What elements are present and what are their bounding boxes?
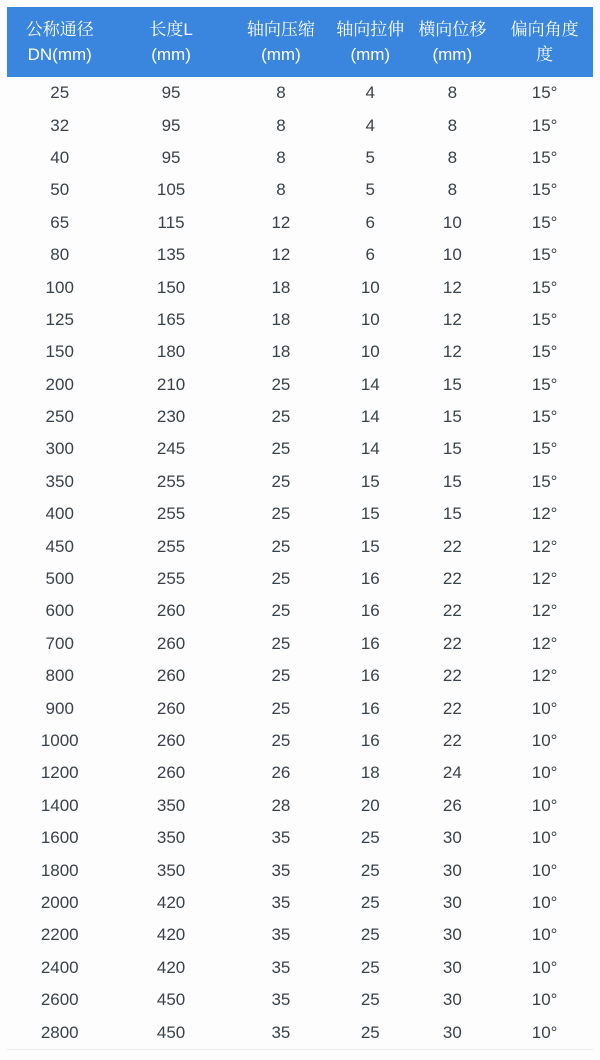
table-cell: 25 xyxy=(271,471,291,491)
table-cell: 22 xyxy=(442,536,462,556)
table-cell: 15° xyxy=(531,212,558,232)
table-row xyxy=(7,984,593,1016)
table-cell: 35 xyxy=(271,925,291,945)
table-cell: 8 xyxy=(447,115,458,135)
table-cell: 25 xyxy=(360,957,380,977)
table-cell: 200 xyxy=(45,374,74,394)
table-cell: 25 xyxy=(360,1022,380,1042)
table-cell: 2000 xyxy=(40,892,79,912)
table-cell: 10° xyxy=(531,925,558,945)
table-cell: 4 xyxy=(365,83,376,103)
table-row xyxy=(7,304,593,336)
table-cell: 4 xyxy=(365,115,376,135)
table-cell: 15° xyxy=(531,147,558,167)
table-cell: 95 xyxy=(161,115,181,135)
table-cell: 18 xyxy=(271,309,291,329)
col-header-nominal-diameter xyxy=(7,7,112,77)
compensator-spec-table-container xyxy=(7,7,593,1050)
table-cell: 35 xyxy=(271,990,291,1010)
table-cell: 30 xyxy=(442,925,462,945)
table-cell: 2400 xyxy=(40,957,79,977)
table-cell: 255 xyxy=(156,536,186,556)
table-cell: 95 xyxy=(161,147,181,167)
table-cell: 35 xyxy=(271,892,291,912)
table-cell: 300 xyxy=(45,439,74,459)
col-header-line2: 度 xyxy=(536,45,554,64)
table-cell: 8 xyxy=(447,83,458,103)
col-header-line1: 轴向压缩 xyxy=(246,20,315,39)
table-cell: 14 xyxy=(360,374,380,394)
table-cell: 150 xyxy=(45,342,74,362)
table-cell: 65 xyxy=(50,212,70,232)
table-row xyxy=(7,628,593,660)
table-cell: 32 xyxy=(50,115,70,135)
table-cell: 420 xyxy=(156,925,186,945)
table-cell: 5 xyxy=(365,147,376,167)
table-row xyxy=(7,109,593,141)
table-row xyxy=(7,174,593,206)
table-cell: 1600 xyxy=(40,828,79,848)
table-row xyxy=(7,466,593,498)
table-row xyxy=(7,822,593,854)
table-cell: 1000 xyxy=(40,731,79,750)
table-cell: 1200 xyxy=(40,763,79,783)
table-cell: 22 xyxy=(442,601,462,621)
table-cell: 10° xyxy=(531,990,558,1010)
table-cell: 420 xyxy=(156,957,186,977)
table-row xyxy=(7,271,593,303)
table-cell: 26 xyxy=(442,795,462,815)
table-cell: 15° xyxy=(531,407,558,427)
table-cell: 125 xyxy=(45,309,74,329)
table-cell: 12 xyxy=(271,245,291,265)
table-row xyxy=(7,563,593,595)
table-cell: 25 xyxy=(271,633,291,653)
table-cell: 260 xyxy=(156,731,186,750)
table-row xyxy=(7,725,593,757)
table-cell: 15° xyxy=(531,471,558,491)
table-cell: 25 xyxy=(271,569,291,589)
table-cell: 16 xyxy=(360,569,380,589)
table-cell: 10° xyxy=(531,763,558,783)
table-cell: 5 xyxy=(365,180,376,200)
table-cell: 8 xyxy=(276,115,286,135)
table-row xyxy=(7,692,593,724)
table-cell: 15° xyxy=(531,342,558,362)
table-cell: 40 xyxy=(50,147,70,167)
table-cell: 25 xyxy=(271,439,291,459)
table-cell: 700 xyxy=(45,633,74,653)
table-cell: 12° xyxy=(531,504,558,524)
table-row xyxy=(7,530,593,562)
table-cell: 30 xyxy=(442,828,462,848)
col-header-line2: (mm) xyxy=(350,45,391,64)
table-cell: 500 xyxy=(45,569,74,589)
table-cell: 250 xyxy=(45,407,74,427)
table-cell: 15 xyxy=(360,471,380,491)
header-row xyxy=(7,7,593,77)
table-cell: 15° xyxy=(531,115,558,135)
table-cell: 12° xyxy=(531,633,558,653)
table-cell: 12 xyxy=(442,309,462,329)
table-cell: 1800 xyxy=(40,860,79,880)
col-header-line1: 公称通径 xyxy=(25,20,94,39)
table-cell: 15° xyxy=(531,277,558,297)
table-cell: 30 xyxy=(442,892,462,912)
table-cell: 115 xyxy=(157,212,185,232)
table-cell: 18 xyxy=(271,342,291,362)
table-cell: 35 xyxy=(271,828,291,848)
table-cell: 28 xyxy=(271,795,291,815)
table-cell: 12° xyxy=(531,601,558,621)
table-cell: 26 xyxy=(271,763,291,783)
table-cell: 15° xyxy=(531,309,558,329)
table-cell: 10° xyxy=(531,1022,558,1042)
col-header-line1: 轴向拉伸 xyxy=(336,20,405,39)
col-header-lateral-displacement xyxy=(408,7,496,77)
table-cell: 50 xyxy=(50,180,70,200)
table-cell: 245 xyxy=(156,439,186,459)
table-cell: 6 xyxy=(365,245,376,265)
table-row xyxy=(7,952,593,984)
table-cell: 10 xyxy=(360,342,380,362)
table-cell: 25 xyxy=(50,83,70,103)
table-cell: 16 xyxy=(360,698,380,718)
table-row xyxy=(7,77,593,109)
table-row xyxy=(7,369,593,401)
table-cell: 15° xyxy=(531,180,558,200)
table-cell: 10° xyxy=(531,698,558,718)
table-cell: 25 xyxy=(271,698,291,718)
table-cell: 35 xyxy=(271,860,291,880)
table-cell: 25 xyxy=(271,731,291,750)
table-cell: 100 xyxy=(45,277,74,297)
table-row xyxy=(7,660,593,692)
table-cell: 16 xyxy=(360,666,380,686)
col-header-length xyxy=(112,7,229,77)
table-row xyxy=(7,336,593,368)
table-cell: 15 xyxy=(442,471,462,491)
table-cell: 255 xyxy=(156,504,186,524)
table-cell: 150 xyxy=(156,277,186,297)
table-cell: 25 xyxy=(360,828,380,848)
table-cell: 30 xyxy=(442,990,462,1010)
col-header-line1: 偏向角度 xyxy=(510,20,579,39)
table-row xyxy=(7,757,593,789)
table-cell: 10 xyxy=(360,277,380,297)
table-cell: 15° xyxy=(531,439,558,459)
table-cell: 800 xyxy=(45,666,74,686)
table-cell: 6 xyxy=(365,212,376,232)
compensator-spec-table xyxy=(7,7,593,1049)
table-cell: 95 xyxy=(161,83,181,103)
table-cell: 30 xyxy=(442,1022,462,1042)
table-cell: 350 xyxy=(45,471,74,491)
table-cell: 15 xyxy=(442,504,462,524)
table-cell: 10 xyxy=(360,309,380,329)
table-cell: 450 xyxy=(156,1022,186,1042)
table-cell: 900 xyxy=(45,698,74,718)
table-cell: 20 xyxy=(360,795,380,815)
table-cell: 8 xyxy=(447,147,458,167)
table-cell: 10° xyxy=(531,731,558,750)
table-cell: 10 xyxy=(442,212,462,232)
table-row xyxy=(7,142,593,174)
table-cell: 30 xyxy=(442,957,462,977)
table-cell: 12° xyxy=(531,569,558,589)
table-row xyxy=(7,887,593,919)
table-cell: 15° xyxy=(531,83,558,103)
table-row xyxy=(7,498,593,530)
table-cell: 10° xyxy=(531,860,558,880)
table-cell: 25 xyxy=(271,666,291,686)
col-header-line2: DN(mm) xyxy=(27,45,92,64)
table-cell: 350 xyxy=(156,828,186,848)
table-cell: 260 xyxy=(156,666,186,686)
table-row xyxy=(7,790,593,822)
table-body xyxy=(7,77,593,1049)
table-cell: 10 xyxy=(442,245,462,265)
table-row xyxy=(7,433,593,465)
table-cell: 105 xyxy=(156,180,186,200)
col-header-deflection-angle xyxy=(496,7,593,77)
table-row xyxy=(7,854,593,886)
table-row xyxy=(7,919,593,951)
table-cell: 260 xyxy=(156,633,186,653)
table-cell: 165 xyxy=(156,309,186,329)
col-header-line2: (mm) xyxy=(432,45,473,64)
table-cell: 25 xyxy=(271,374,291,394)
table-header xyxy=(7,7,593,77)
table-cell: 260 xyxy=(156,698,186,718)
table-row xyxy=(7,595,593,627)
table-cell: 450 xyxy=(45,536,74,556)
table-cell: 255 xyxy=(156,471,186,491)
table-row xyxy=(7,1016,593,1048)
table-cell: 2600 xyxy=(40,990,79,1010)
table-cell: 25 xyxy=(271,407,291,427)
table-cell: 15 xyxy=(360,504,380,524)
table-cell: 135 xyxy=(156,245,186,265)
table-cell: 15 xyxy=(442,407,462,427)
table-cell: 22 xyxy=(442,666,462,686)
table-cell: 15° xyxy=(531,245,558,265)
table-cell: 16 xyxy=(360,731,380,750)
table-cell: 8 xyxy=(276,83,286,103)
table-cell: 25 xyxy=(271,601,291,621)
table-cell: 350 xyxy=(156,795,186,815)
table-row xyxy=(7,401,593,433)
table-row xyxy=(7,207,593,239)
table-cell: 14 xyxy=(360,439,380,459)
col-header-line2: (mm) xyxy=(151,45,191,64)
col-header-axial-compression xyxy=(230,7,333,77)
table-cell: 24 xyxy=(442,763,462,783)
table-cell: 25 xyxy=(360,990,380,1010)
table-cell: 18 xyxy=(360,763,380,783)
table-cell: 22 xyxy=(442,633,462,653)
table-cell: 420 xyxy=(156,892,186,912)
table-cell: 35 xyxy=(271,1022,291,1042)
table-cell: 12° xyxy=(531,536,558,556)
table-cell: 260 xyxy=(156,601,186,621)
table-cell: 15° xyxy=(531,374,558,394)
col-header-axial-extension xyxy=(332,7,408,77)
table-cell: 255 xyxy=(156,569,186,589)
table-cell: 12 xyxy=(271,212,291,232)
table-row xyxy=(7,239,593,271)
table-cell: 210 xyxy=(156,374,186,394)
table-cell: 600 xyxy=(45,601,74,621)
table-cell: 30 xyxy=(442,860,462,880)
col-header-line2: (mm) xyxy=(261,45,301,64)
table-cell: 15 xyxy=(442,374,462,394)
table-cell: 8 xyxy=(276,180,286,200)
table-cell: 80 xyxy=(50,245,70,265)
table-cell: 25 xyxy=(360,925,380,945)
col-header-line1: 长度L xyxy=(149,20,193,39)
table-cell: 25 xyxy=(360,892,380,912)
table-cell: 10° xyxy=(531,957,558,977)
table-cell: 15 xyxy=(442,439,462,459)
table-cell: 10° xyxy=(531,828,558,848)
table-cell: 1400 xyxy=(40,795,79,815)
table-cell: 230 xyxy=(156,407,186,427)
table-cell: 8 xyxy=(447,180,458,200)
table-cell: 10° xyxy=(531,892,558,912)
table-cell: 450 xyxy=(156,990,186,1010)
table-cell: 10° xyxy=(531,795,558,815)
table-cell: 12 xyxy=(442,342,462,362)
table-cell: 350 xyxy=(156,860,186,880)
table-cell: 18 xyxy=(271,277,291,297)
table-cell: 400 xyxy=(45,504,74,524)
table-cell: 22 xyxy=(442,698,462,718)
table-cell: 15 xyxy=(360,536,380,556)
table-cell: 260 xyxy=(156,763,186,783)
table-cell: 180 xyxy=(156,342,186,362)
table-cell: 2800 xyxy=(40,1022,79,1042)
table-cell: 16 xyxy=(360,601,380,621)
table-cell: 22 xyxy=(442,569,462,589)
table-cell: 22 xyxy=(442,731,462,750)
table-cell: 12° xyxy=(531,666,558,686)
table-cell: 25 xyxy=(271,504,291,524)
table-cell: 16 xyxy=(360,633,380,653)
col-header-line1: 横向位移 xyxy=(418,20,487,39)
table-cell: 2200 xyxy=(40,925,79,945)
table-cell: 12 xyxy=(442,277,462,297)
table-cell: 35 xyxy=(271,957,291,977)
table-cell: 14 xyxy=(360,407,380,427)
table-cell: 8 xyxy=(276,147,286,167)
table-cell: 25 xyxy=(271,536,291,556)
table-cell: 25 xyxy=(360,860,380,880)
